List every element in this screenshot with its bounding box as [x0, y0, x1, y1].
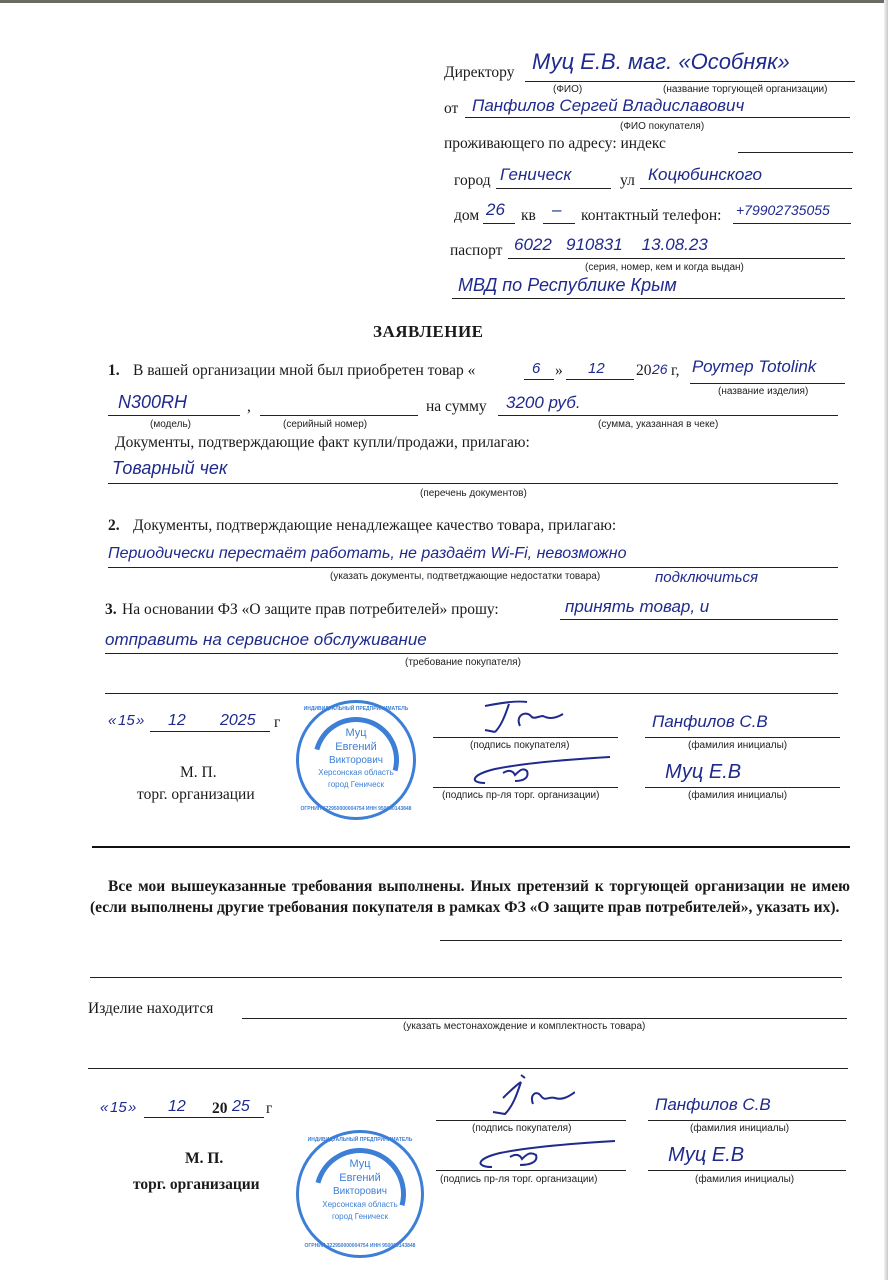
item-2-value-line-1: Периодически перестаёт работать, не раздаёт Wi-Fi, невозможно: [108, 545, 627, 562]
buyer-name-2: Панфилов С.В: [655, 1095, 771, 1114]
docs-label: Документы, подтверждающие факт купли/продажи, прилагаю:: [115, 434, 530, 451]
stamp-ring-top-2: ИНДИВИДУАЛЬНЫЙ ПРЕДПРИНИМАТЕЛЬ: [307, 1137, 413, 1143]
photo-top-edge: [0, 0, 888, 3]
date-2-month: 12: [168, 1098, 186, 1115]
buyer-name-line-2: [648, 1120, 846, 1121]
house-value: 26: [486, 200, 505, 219]
seal-stamp-2: [296, 1130, 424, 1258]
stamp-name-2: Евгений: [335, 741, 377, 753]
purchase-day: 6: [532, 360, 541, 377]
phone-label: контактный телефон:: [581, 207, 722, 224]
address-label: проживающего по адресу: индекс: [444, 135, 666, 152]
buyer-sign-caption-2: (подпись покупателя): [472, 1123, 572, 1134]
stamp-ring-top: ИНДИВИДУАЛЬНЫЙ ПРЕДПРИНИМАТЕЛЬ: [303, 706, 409, 712]
item-location-label: Изделие находится: [88, 1000, 214, 1017]
date-2-year: 25: [232, 1098, 250, 1115]
date-2-day: 15: [110, 1099, 127, 1116]
passport-issuer-line: [452, 298, 845, 299]
seller-name-caption-1: (фамилия инициалы): [688, 790, 788, 801]
caption-buyer: (ФИО покупателя): [620, 121, 705, 132]
street-label: ул: [620, 172, 635, 189]
buyer-signature-1: [475, 698, 565, 736]
docs-value: Товарный чек: [112, 458, 228, 478]
phone-line: [733, 223, 851, 224]
item-2-line: [108, 567, 838, 568]
street-line: [640, 188, 852, 189]
closing-line-2: [90, 977, 842, 978]
date-1-g: г: [274, 714, 281, 731]
passport-line: [508, 258, 845, 259]
seller-signature-2: [470, 1138, 620, 1169]
seller-sign-line-1: [433, 787, 618, 788]
stamp-ring-bottom-2: ОГРНИП 322950000004754 ИНН 950000143848: [304, 1243, 416, 1249]
model-line: [108, 415, 240, 416]
caption-docs: (перечень документов): [420, 488, 527, 499]
flat-value: –: [552, 200, 562, 219]
caption-org: (название торгующей организации): [663, 84, 828, 95]
sum-value: 3200 руб.: [506, 393, 581, 412]
seller-sign-caption-2: (подпись пр-ля торг. организации): [440, 1174, 598, 1185]
buyer-name-caption-1: (фамилия инициалы): [688, 740, 788, 751]
city-line: [496, 188, 611, 189]
sum-line: [498, 415, 838, 416]
item-1-number: 1.: [108, 362, 120, 379]
year-prefix: 20: [636, 362, 652, 379]
item-2-number: 2.: [108, 517, 120, 534]
buyer-name-1: Панфилов С.В: [652, 712, 768, 731]
seller-sign-caption-1: (подпись пр-ля торг. организации): [442, 790, 600, 801]
stamp-ring-bottom: ОГРНИП 322950000004754 ИНН 950000143848: [300, 806, 412, 812]
seller-name-caption-2: (фамилия инициалы): [695, 1174, 795, 1185]
buyer-sign-line-2: [436, 1120, 626, 1121]
city-value: Геническ: [500, 165, 572, 184]
buyer-sign-line-1: [433, 737, 618, 738]
item-3-text: На основании ФЗ «О защите прав потребителей» прошу:: [122, 601, 499, 618]
mp-label-2: М. П.: [185, 1150, 224, 1167]
item-3-value-line-1: принять товар, и: [565, 597, 710, 616]
item-location-caption: (указать местонахождение и комплектность товара): [403, 1021, 646, 1032]
stamp-region-2: Херсонская область: [322, 1200, 398, 1209]
date-2-line: [144, 1117, 264, 1118]
to-value: Муц Е.В. маг. «Особняк»: [532, 49, 790, 74]
year-g: г,: [671, 362, 680, 379]
caption-passport: (серия, номер, кем и когда выдан): [585, 262, 744, 273]
stamp-name-3: Викторович: [328, 755, 383, 766]
date-2-year-prefix: 20: [212, 1100, 228, 1117]
buyer-name-caption-2: (фамилия инициалы): [690, 1123, 790, 1134]
seller-signature-1: [465, 754, 615, 786]
caption-sum: (сумма, указанная в чеке): [598, 419, 719, 430]
street-value: Коцюбинского: [648, 165, 762, 184]
stamp-city-2: город Геническ: [331, 1212, 389, 1221]
seller-name-line-2: [648, 1170, 846, 1171]
date-2-g: г: [266, 1100, 273, 1117]
month-line: [566, 379, 634, 380]
product-name: Роутер Totolink: [692, 357, 817, 376]
seller-sign-line-2: [436, 1170, 626, 1171]
item-3-line-3: [105, 693, 838, 694]
product-model: N300RH: [118, 392, 188, 412]
from-line: [465, 117, 850, 118]
caption-product: (название изделия): [718, 386, 809, 397]
item-3-caption: (требование покупателя): [405, 657, 521, 668]
item-2-value-line-2: подключиться: [655, 569, 759, 586]
purchase-year: 26: [652, 361, 668, 377]
item-location-line: [242, 1018, 847, 1019]
to-line: [525, 81, 855, 82]
stamp-name-2-2: Евгений: [339, 1172, 381, 1184]
caption-serial: (серийный номер): [283, 419, 368, 430]
serial-line: [260, 415, 418, 416]
day-line: [524, 379, 554, 380]
item-3-line-1: [560, 619, 838, 620]
flat-label: кв: [521, 207, 536, 224]
sum-label: на сумму: [426, 398, 487, 415]
phone-value: +79902735055: [736, 202, 830, 218]
buyer-sign-caption-1: (подпись покупателя): [470, 740, 570, 751]
buyer-signature-2: [485, 1074, 575, 1118]
date-2-quote-open: «: [100, 1099, 109, 1116]
seller-name-2: Муц Е.В: [668, 1144, 745, 1166]
passport-label: паспорт: [450, 242, 503, 259]
flat-line: [543, 223, 575, 224]
date-1-quote-open: «: [108, 712, 117, 729]
org-label-2: торг. организации: [133, 1176, 260, 1193]
product-line: [690, 383, 845, 384]
item-2-text: Документы, подтверждающие ненадлежащее качество товара, прилагаю:: [133, 517, 617, 534]
section-divider: [92, 846, 850, 848]
to-label: Директору: [444, 64, 515, 81]
stamp-name-1-2: Муц: [349, 1158, 371, 1170]
from-value: Панфилов Сергей Владиславович: [472, 96, 745, 115]
item-2-caption: (указать документы, подтветджающие недостатки товара): [330, 571, 601, 582]
closing-line-3: [88, 1068, 848, 1069]
photo-right-edge: [884, 0, 888, 1280]
house-line: [483, 223, 515, 224]
stamp-region: Херсонская область: [318, 768, 394, 777]
closing-paragraph: Все мои вышеуказанные требования выполнены. Иных претензий к торгующей организации не имею (если выполнены другие требования покупателя в рамках ФЗ «О защите прав потребителей», указать их).: [90, 878, 850, 916]
from-label: от: [444, 100, 459, 117]
quote-close: »: [555, 362, 563, 379]
stamp-city: город Геническ: [327, 780, 385, 789]
comma: ,: [247, 398, 251, 415]
purchase-month: 12: [588, 360, 605, 377]
org-label-1: торг. организации: [137, 786, 255, 803]
date-2-quote-close: »: [128, 1099, 137, 1116]
item-3-line-2: [105, 653, 838, 654]
passport-value: 6022 910831 13.08.23: [514, 235, 708, 254]
document-title: ЗАЯВЛЕНИЕ: [373, 322, 484, 341]
city-label: город: [454, 172, 491, 189]
item-1-text: В вашей организации мной был приобретен товар «: [133, 362, 476, 379]
seller-name-1: Муц Е.В: [665, 761, 742, 783]
seal-stamp-1: [296, 700, 416, 820]
house-label: дом: [454, 207, 480, 224]
stamp-name-1: Муц: [345, 727, 367, 739]
caption-model: (модель): [150, 419, 191, 430]
docs-line: [108, 483, 838, 484]
closing-line-1: [440, 940, 842, 941]
item-3-value-line-2: отправить на сервисное обслуживание: [105, 630, 427, 649]
caption-fio: (ФИО): [553, 84, 583, 95]
date-1-day: 15: [118, 712, 135, 729]
item-3-number: 3.: [105, 601, 117, 618]
date-1-month: 12: [168, 712, 186, 729]
index-line: [738, 152, 853, 153]
mp-label-1: М. П.: [180, 764, 217, 781]
passport-issuer: МВД по Республике Крым: [458, 275, 677, 295]
stamp-name-3-2: Викторович: [332, 1186, 387, 1197]
buyer-name-line-1: [645, 737, 840, 738]
seller-name-line-1: [645, 787, 840, 788]
date-1-quote-close: »: [136, 712, 145, 729]
date-1-line: [150, 731, 270, 732]
date-1-year: 2025: [220, 712, 256, 729]
